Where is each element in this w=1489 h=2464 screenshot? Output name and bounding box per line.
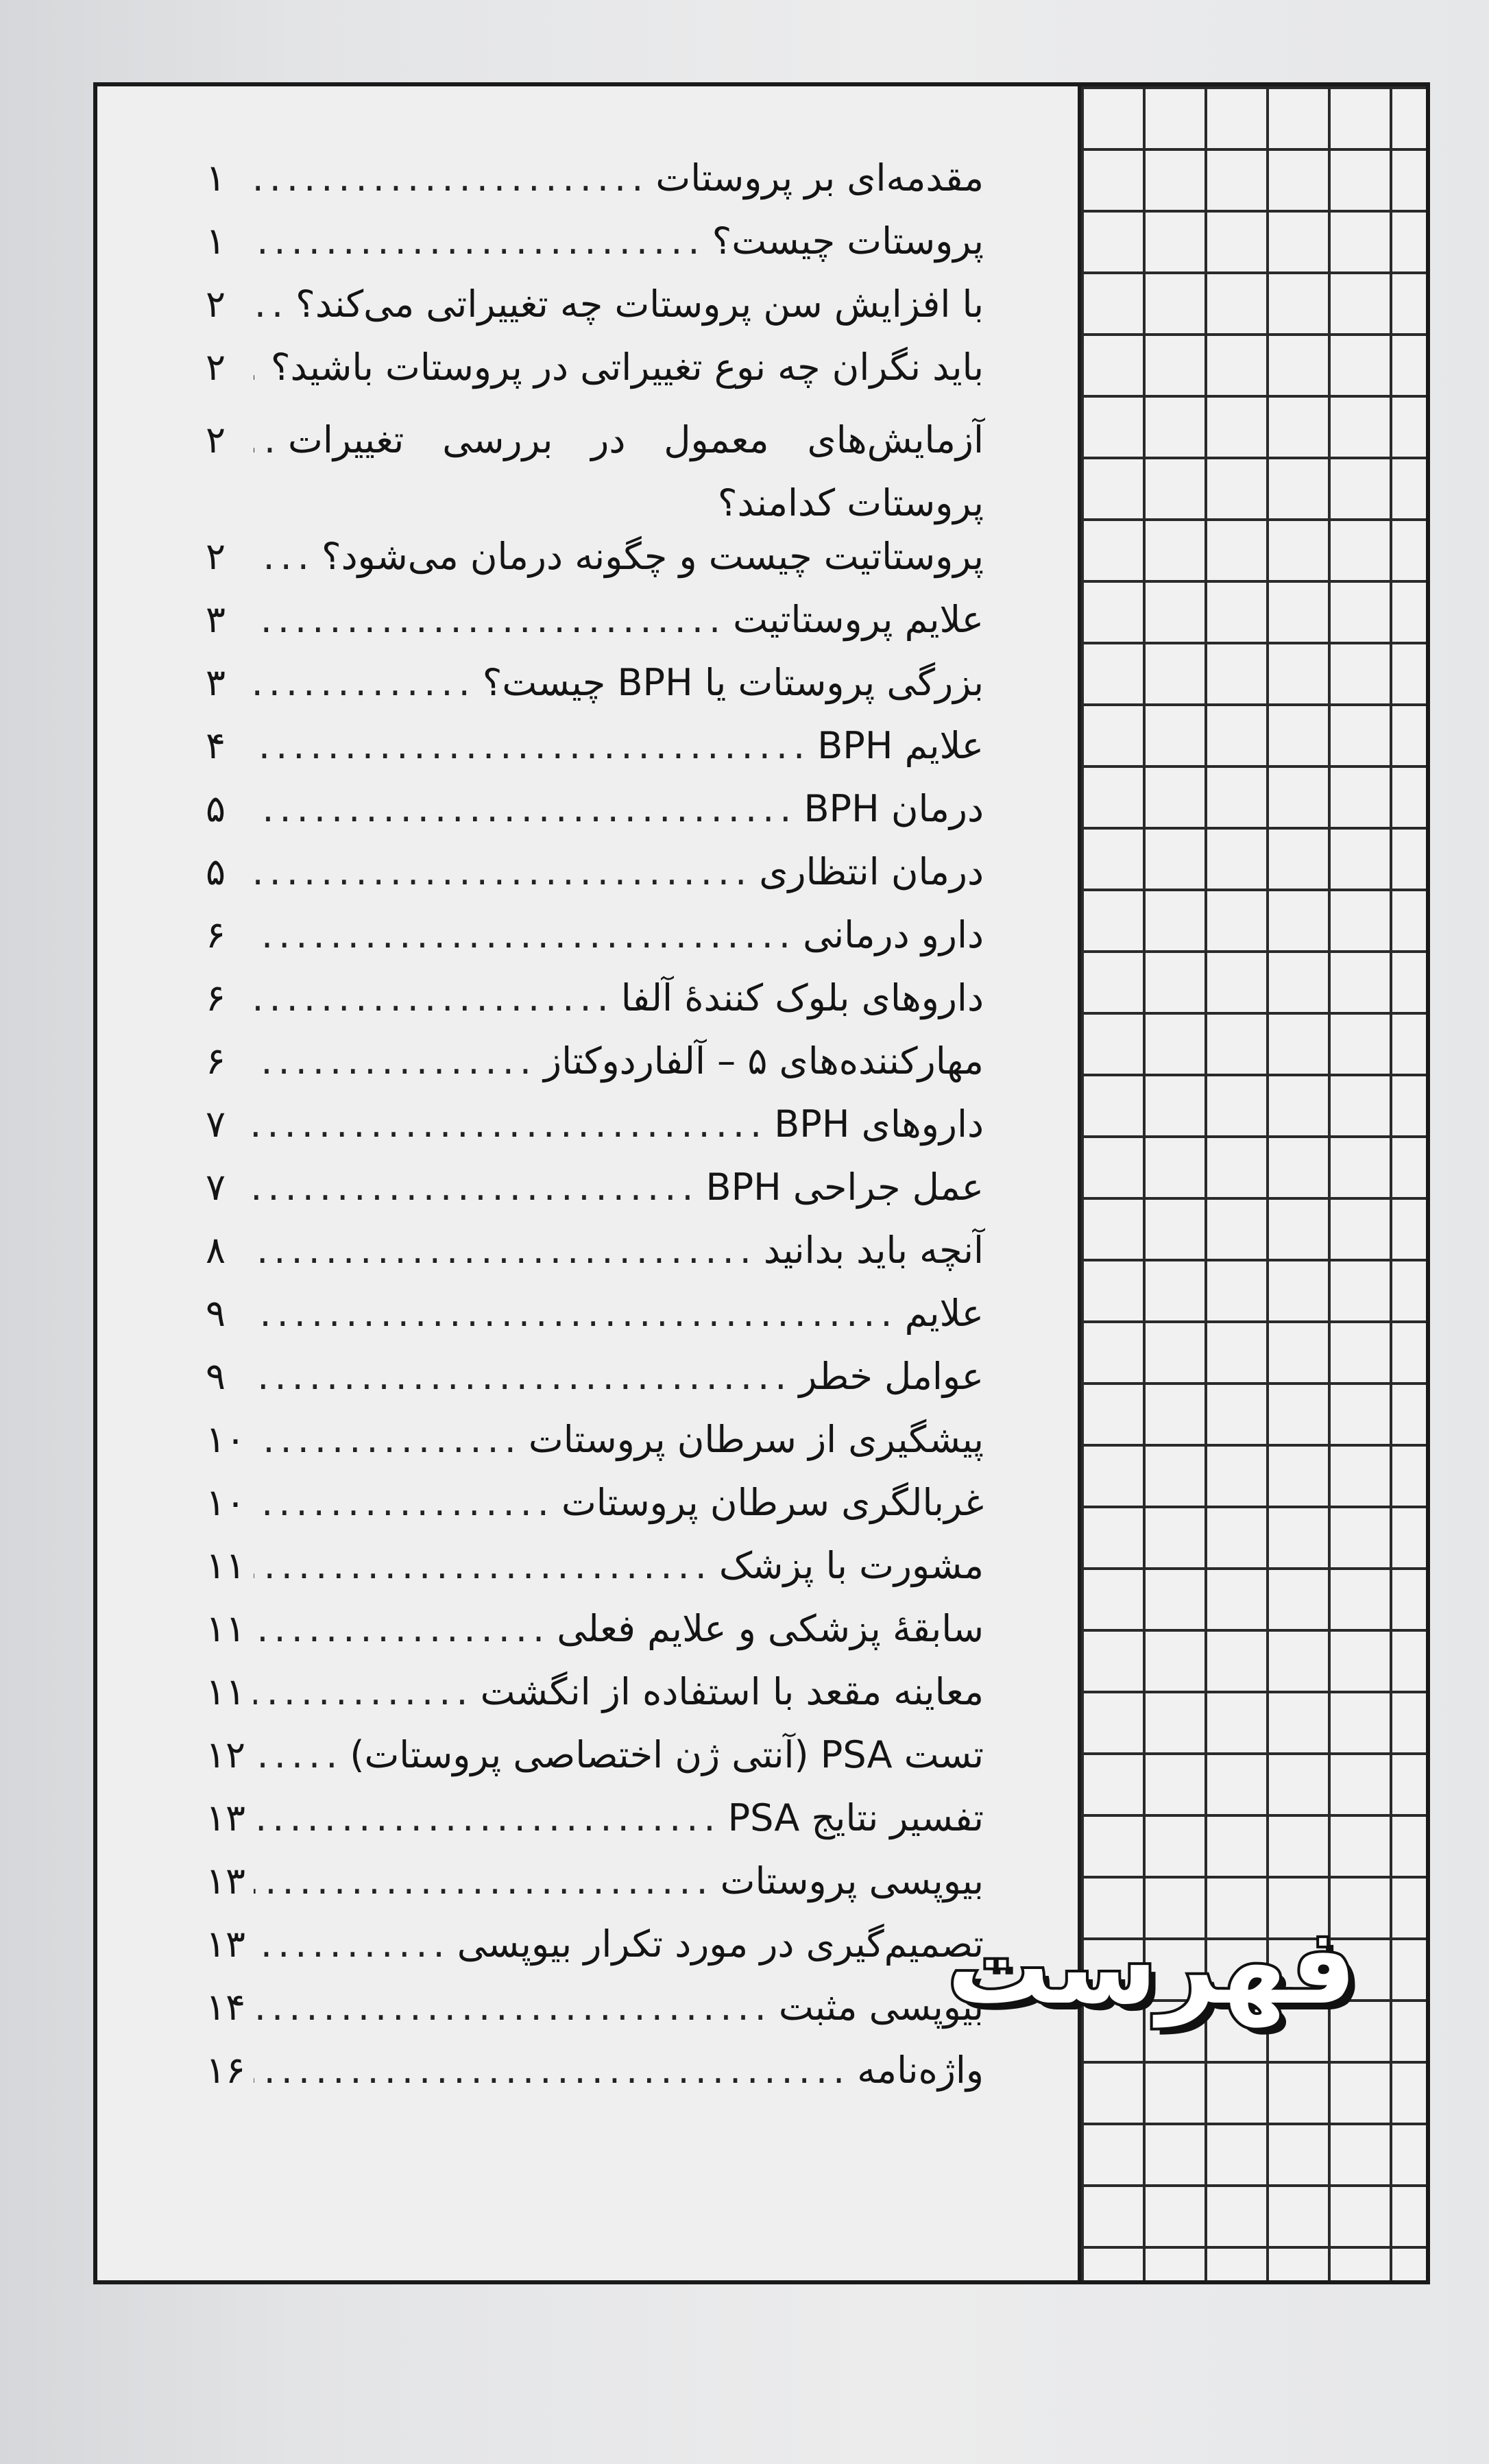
toc-entry-page-number: ۱۳ [206, 1922, 246, 1966]
toc-entry-page-number: ۹ [206, 1292, 226, 1335]
toc-entry-label: پروستات چیست؟ [712, 219, 984, 263]
toc-entry-label: عوامل خطر [799, 1355, 984, 1398]
dot-leader [254, 1039, 537, 1083]
toc-entry-label: آزمایش‌های معمول در بررسی تغییرات پروستات کدامند؟ [288, 418, 984, 524]
toc-entry-label: داروهای BPH [774, 1102, 984, 1146]
dot-leader [254, 1985, 772, 2029]
toc-entry-page-number: ۲ [206, 535, 226, 578]
toc-entry-page-number: ۶ [206, 913, 226, 956]
toc-entry[interactable] [206, 1922, 984, 1985]
toc-entry-label: آنچه باید بدانید [763, 1229, 984, 1272]
dot-leader [254, 156, 649, 200]
toc-entry[interactable] [206, 1544, 984, 1607]
toc-entry[interactable] [206, 1607, 984, 1670]
toc-entry-page-number: ۱۱ [206, 1670, 246, 1713]
dot-leader [254, 913, 796, 956]
toc-entry-page-number: ۶ [206, 1039, 226, 1083]
toc-entry-page-number: ۱ [206, 156, 226, 200]
toc-entry-page-number: ۱ [206, 219, 226, 263]
dot-leader [254, 1229, 757, 1272]
toc-entry-label: عمل جراحی BPH [705, 1165, 984, 1209]
dot-leader [254, 976, 614, 1019]
toc-entry-label: غربالگری سرطان پروستات [561, 1481, 984, 1524]
toc-entry[interactable] [206, 156, 984, 219]
toc-entry[interactable] [206, 1733, 984, 1796]
toc-entry[interactable] [206, 2049, 984, 2112]
toc-entry-label: سابقهٔ پزشکی و علایم فعلی [557, 1607, 984, 1650]
toc-entry-label: تست PSA (آنتی ژن اختصاصی پروستات) [350, 1733, 984, 1776]
toc-entry-page-number: ۱۱ [206, 1544, 246, 1587]
toc-entry-label: دارو درمانی [803, 913, 984, 956]
toc-entry[interactable] [206, 1039, 984, 1102]
toc-entry-label: علایم BPH [817, 724, 984, 767]
dot-leader [254, 787, 797, 830]
toc-entry-label: معاینه مقعد با استفاده از انگشت [480, 1670, 984, 1713]
dot-leader [254, 1670, 474, 1713]
dot-leader [254, 1607, 550, 1650]
toc-entry[interactable] [206, 976, 984, 1039]
toc-entry[interactable] [206, 598, 984, 661]
dot-leader [254, 1102, 767, 1146]
toc-entry-label: پروستاتیت چیست و چگونه درمان می‌شود؟ [321, 535, 984, 578]
toc-entry[interactable] [206, 282, 984, 346]
toc-entry[interactable] [206, 1102, 984, 1165]
dot-leader [254, 282, 289, 326]
toc-entry-label: بیوپسی پروستات [720, 1859, 984, 1903]
dot-leader [254, 1418, 522, 1461]
toc-entry[interactable] [206, 787, 984, 850]
toc-entry[interactable] [206, 1481, 984, 1544]
dot-leader [254, 1859, 714, 1903]
toc-entry[interactable] [206, 1229, 984, 1292]
dot-leader [254, 1481, 555, 1524]
toc-entry[interactable] [206, 1796, 984, 1859]
toc-entry-label: پیشگیری از سرطان پروستات [528, 1418, 984, 1461]
toc-entry-label: مقدمه‌ای بر پروستات [655, 156, 984, 200]
toc-entry-label: علایم پروستاتیت [733, 598, 984, 641]
toc-entry-page-number: ۱۰ [206, 1418, 246, 1461]
toc-entry-label: درمان انتظاری [759, 850, 984, 893]
dot-leader [254, 1355, 792, 1398]
toc-entry-label: واژه‌نامه [857, 2049, 984, 2092]
toc-entry-page-number: ۲ [206, 346, 226, 389]
dot-leader [254, 661, 476, 704]
toc-entry[interactable] [206, 913, 984, 976]
toc-entry-label: تفسیر نتایج PSA [727, 1796, 984, 1839]
toc-entry-label: مشورت با پزشک [718, 1544, 984, 1587]
toc-entry-label: درمان BPH [803, 787, 984, 830]
toc-entry[interactable] [206, 346, 984, 409]
dot-leader [254, 535, 315, 578]
dot-leader [254, 1165, 699, 1209]
toc-entry-page-number: ۴ [206, 724, 226, 767]
toc-entry-label: تصمیم‌گیری در مورد تکرار بیوپسی [457, 1922, 984, 1966]
dot-leader [254, 1922, 450, 1966]
toc-entry-page-number: ۱۴ [206, 1985, 246, 2029]
toc-entry-page-number: ۳ [206, 598, 226, 641]
page-title: فهرست [947, 1908, 1357, 2027]
toc-entry[interactable] [206, 1985, 984, 2049]
toc-entry-label: مهارکننده‌های ۵ – آلفاردوکتاز [544, 1039, 984, 1083]
toc-entry-page-number: ۳ [206, 661, 226, 704]
toc-entry[interactable] [206, 850, 984, 913]
toc-entry-page-number: ۱۶ [206, 2049, 246, 2092]
toc-entry-page-number: ۷ [206, 1165, 226, 1209]
table-of-contents [206, 156, 984, 2112]
toc-entry[interactable] [206, 1670, 984, 1733]
toc-entry-page-number: ۲ [206, 418, 226, 461]
toc-entry-page-number: ۹ [206, 1355, 226, 1398]
toc-entry-page-number: ۱۲ [206, 1733, 246, 1776]
toc-entry[interactable] [206, 1418, 984, 1481]
toc-entry[interactable] [206, 1355, 984, 1418]
toc-entry-page-number: ۵ [206, 850, 226, 893]
dot-leader [254, 850, 752, 893]
dot-leader [254, 1733, 343, 1776]
toc-entry-page-number: ۱۱ [206, 1607, 246, 1650]
toc-entry[interactable] [206, 1165, 984, 1229]
toc-title-stamp [947, 1906, 1357, 2029]
toc-entry-label: بزرگی پروستات یا BPH چیست؟ [482, 661, 984, 704]
toc-entry-label: با افزایش سن پروستات چه تغییراتی می‌کند؟ [295, 282, 984, 326]
toc-entry-label: بیوپسی مثبت [778, 1985, 984, 2029]
dot-leader [254, 1544, 712, 1587]
dot-leader [254, 418, 281, 461]
toc-entry[interactable] [206, 724, 984, 787]
toc-entry-label: علایم [904, 1292, 984, 1335]
dot-leader [254, 346, 264, 389]
toc-entry-label: داروهای بلوک کنندهٔ آلفا [620, 976, 984, 1019]
toc-entry[interactable] [206, 1292, 984, 1355]
toc-entry-page-number: ۱۳ [206, 1796, 246, 1839]
toc-entry-label: باید نگران چه نوع تغییراتی در پروستات باشید؟ [270, 346, 984, 389]
dot-leader [254, 2049, 850, 2092]
toc-entry[interactable] [206, 535, 984, 598]
toc-entry-page-number: ۲ [206, 282, 226, 326]
dot-leader [254, 1796, 721, 1839]
dot-leader [254, 598, 726, 641]
toc-entry-page-number: ۶ [206, 976, 226, 1019]
toc-entry-page-number: ۸ [206, 1229, 226, 1272]
toc-entry[interactable] [206, 1859, 984, 1922]
toc-entry[interactable] [206, 409, 984, 535]
toc-entry[interactable] [206, 661, 984, 724]
dot-leader [254, 1292, 898, 1335]
dot-leader [254, 724, 810, 767]
toc-entry-page-number: ۵ [206, 787, 226, 830]
toc-entry-page-number: ۱۰ [206, 1481, 246, 1524]
toc-entry[interactable] [206, 219, 984, 282]
toc-entry-page-number: ۱۳ [206, 1859, 246, 1903]
dot-leader [254, 219, 705, 263]
toc-entry-page-number: ۷ [206, 1102, 226, 1146]
